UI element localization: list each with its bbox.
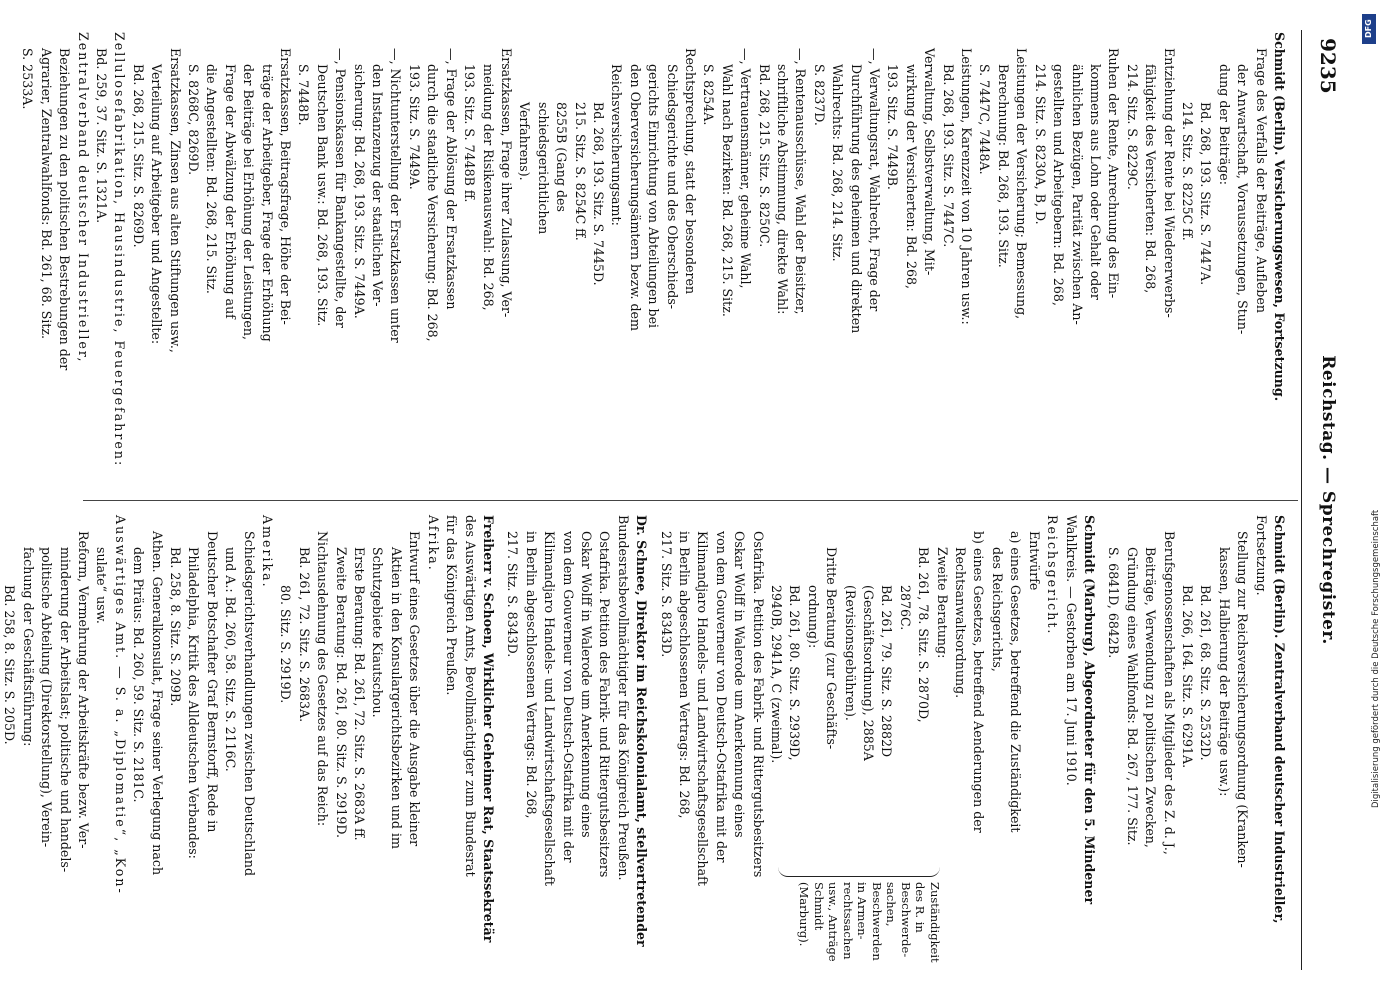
bracket-note-line: Schmidt xyxy=(812,882,826,931)
entry-line: Nichtausdehnung des Gesetzes auf das Reich: xyxy=(315,531,331,827)
entry-line: Deutschen Bank usw.: Bd. 268, 193. Sitz. xyxy=(314,64,330,327)
entry-line: des Auswärtigen Amts, Bevollmächtigter zum Bundesrat xyxy=(462,515,478,877)
entry-line: Bd. 268, 215. Sitz. S. 8269D. xyxy=(130,64,146,248)
entry-line: Rechtsanwaltsordnung. xyxy=(953,547,969,699)
entry-line: sicherung: Bd. 268, 193. Sitz. S. 7449A. xyxy=(351,64,367,319)
entry-line: Reichsgericht. xyxy=(1045,515,1061,636)
entry-line: gerichts Einrichtung von Abteilungen bei xyxy=(646,64,662,329)
entry-line: die Angestellten: Bd. 268, 215. Sitz. xyxy=(204,64,220,294)
entry-line: sulate“ usw. xyxy=(94,547,110,624)
entry-line: Amerika. xyxy=(260,515,276,589)
entry-line: Wahlrechts: Bd. 268, 214. Sitz. xyxy=(830,64,846,262)
entry-line: von dem Gouverneur von Deutsch-Ostafrika mit der xyxy=(713,531,729,863)
entry-line: Dr. Schnee, Direktor im Reichskolonialamt, stellvertretender xyxy=(634,515,650,947)
entry-line: Bd. 261, 68. Sitz. S. 2532D. xyxy=(1198,585,1214,761)
entry-line: schiedsgerichtlichen xyxy=(535,102,551,235)
bracket-note-line: Beschwerde- xyxy=(899,882,913,958)
entry-line: 214. Sitz. S. 8230A, B, D. xyxy=(1032,64,1048,225)
entry-line: Dritte Beratung (zur Geschäfts- xyxy=(824,547,840,750)
entry-line: Reichsversicherungsamt: xyxy=(609,64,625,226)
entry-line: Oskar Wolff in Walerode um Anerkennung eines xyxy=(732,531,748,838)
entry-line: 214. Sitz. S. 8225C ff. xyxy=(1179,102,1195,241)
column-divider xyxy=(83,500,1298,501)
bracket-note-line: usw., Anträge xyxy=(826,882,841,962)
entry-line: S. 8254A. xyxy=(701,64,717,126)
entry-line: Bd. 261, 72. Sitz. S. 2683A. xyxy=(296,547,312,723)
entry-line: Frage des Verfalls der Beiträge, Aufleben xyxy=(1253,48,1269,313)
entry-line: Berechnung: Bd. 268, 193. Sitz. xyxy=(995,64,1011,268)
entry-line: Entwurf eines Gesetzes über die Ausgabe kleiner xyxy=(407,531,423,847)
entry-line: Beziehungen zu den politischen Bestrebungen der xyxy=(57,48,73,371)
entry-line: Ruhen der Rente, Anrechnung des Ein- xyxy=(1106,48,1122,299)
entry-line: 217. Sitz. S. 8343D. xyxy=(505,531,521,658)
entry-line: 2940B, 2941A, C (zweimal). xyxy=(769,585,785,764)
entry-line: 193. Sitz. S. 7448B ff. xyxy=(462,64,478,203)
entry-line: kassen, Halbierung der Beiträge usw.): xyxy=(1216,547,1232,797)
entry-line: schriftliche Abstimmung, direkte Wahl: xyxy=(775,64,791,315)
page-number: 9235 xyxy=(1316,38,1340,94)
bracket-note-line: in Armen- xyxy=(855,882,870,940)
entry-line: Bd. 268, 215. Sitz. S. 8250C. xyxy=(756,64,772,248)
entry-line: —, Frage der Ablösung der Ersatzkassen xyxy=(443,48,459,310)
entry-line: der Beiträge bei Erhöhung der Leistungen, xyxy=(241,64,257,340)
entry-line: Athen. Generalkonsulat, Frage seiner Verlegung nach xyxy=(149,531,165,876)
entry-line: 193. Sitz. S. 7449A. xyxy=(406,64,422,190)
entry-line: Beiträge, Verwendung zu politischen Zwecken, xyxy=(1143,547,1159,848)
entry-line: 215. Sitz. S. 8254C ff. xyxy=(572,102,588,241)
entry-line: Verteilung auf Arbeitgeber und Angestellte: xyxy=(149,64,165,345)
entry-line: Wahl nach Bezirken: Bd. 268, 215. Sitz. xyxy=(719,64,735,317)
entry-line: Bundesratsbevollmächtigter für das Königreich Preußen. xyxy=(615,515,631,881)
entry-line: Verwaltung, Selbstverwaltung, Mit- xyxy=(922,48,938,276)
entry-line: minderung der Arbeitslast; politische und handels- xyxy=(57,547,73,873)
entry-line: den Instanzenzug der staatlichen Ver- xyxy=(370,64,386,307)
entry-line: Agrarier, Zentralwahlfonds: Bd. 261, 68. Sitz. xyxy=(38,48,54,340)
entry-line: wirkung der Versicherten: Bd. 268, xyxy=(903,64,919,290)
entry-line: Schiedsgerichtsverhandlungen zwischen Deutschland xyxy=(241,531,257,876)
entry-line: S. 7447C, 7448A. xyxy=(977,64,993,175)
entry-line: 8255B (Gang des xyxy=(554,102,570,212)
bracket-note-line: Beschwerden xyxy=(870,882,884,961)
entry-line: Kilimandjaro Handels- und Landwirtschaftsgesellschaft xyxy=(695,531,711,886)
entry-line: Ersatzkassen, Frage ihrer Zulassung, Ver- xyxy=(498,48,514,318)
entry-line: Zweite Beratung: Bd. 261, 80. Sitz. S. 2919D. xyxy=(333,547,349,838)
entry-line: Verfahrens). xyxy=(517,102,533,181)
page-header xyxy=(1301,30,1342,970)
entry-line: —, Rentenausschüsse, Wahl der Beisitzer, xyxy=(793,48,809,315)
entry-line: Leistungen der Versicherung; Bemessung, xyxy=(1014,48,1030,320)
entry-line: Erste Beratung: Bd. 261, 72. Sitz. S. 2683A ff. xyxy=(352,547,368,841)
entry-line: Bd. 266, 164. Sitz. S. 6291A. xyxy=(1179,585,1195,769)
entry-line: 2876C. xyxy=(897,585,913,631)
entry-line: Frage der Abwälzung der Erhöhung auf xyxy=(222,64,238,319)
entry-line: Bd. 261, 79. Sitz. S. 2882D xyxy=(879,585,895,758)
entry-line: Schmidt (Berlin). Zentralverband deutscher Industrieller, xyxy=(1272,515,1287,924)
right-column xyxy=(0,515,1288,970)
entry-line: Ersatzkassen, Zinsen aus alten Stiftungen usw., xyxy=(167,48,183,353)
entry-line: kommens aus Lohn oder Gehalt oder xyxy=(1087,64,1103,300)
entry-line: Gründung eines Wahlfonds: Bd. 267, 177. Sitz. xyxy=(1124,547,1140,846)
entry-line: Freiherr v. Schoen, Wirklicher Geheimer Rat, Staatssekretär xyxy=(480,515,496,943)
entry-line: und A.: Bd. 260, 58. Sitz. S. 2116C. xyxy=(223,547,239,772)
entry-line: Auswärtiges Amt. — S. a. „Diplomatie“, „Kon- xyxy=(112,515,128,895)
entry-line: S. 8237D. xyxy=(811,64,827,126)
entry-line: Entziehung der Rente bei Wiedererwerbs- xyxy=(1161,48,1177,318)
entry-line: träge der Arbeitgeber, Frage der Erhöhung xyxy=(259,64,275,342)
entry-line: Durchführung des geheimen und direkten xyxy=(848,64,864,334)
entry-line: Bd. 258, 8. Sitz. S. 205D. xyxy=(2,585,18,745)
entry-line: dem Piräus: Bd. 260, 59. Sitz. S. 2181C. xyxy=(131,547,147,803)
entry-line: S. 6841D, 6842B. xyxy=(1106,547,1122,659)
entry-line: 214. Sitz. S. 8229C. xyxy=(1124,64,1140,190)
entry-line: der Anwartschaft, Voraussetzungen, Stun- xyxy=(1235,64,1251,335)
entry-line: Deutscher Botschafter Graf Bernstorff, Rede in xyxy=(204,531,220,833)
entry-line: Bd. 268, 193. Sitz. S. 7447A. xyxy=(1198,102,1214,286)
entry-line: ordnung): xyxy=(805,585,821,649)
entry-line: für das Königreich Preußen. xyxy=(444,515,460,696)
entry-line: b) eines Gesetzes, betreffend Aenderungen der xyxy=(971,531,987,833)
bracket-note-line: rechtssachen xyxy=(841,882,855,960)
entry-line: Ostafrika. Petition des Fabrik- und Rittergutsbesitzers xyxy=(597,531,613,878)
bracket xyxy=(778,866,940,877)
entry-line: Bd. 268, 193. Sitz. S. 7445D. xyxy=(590,102,606,286)
entry-line: Stellung zur Reichsversicherungsordnung (Kranken- xyxy=(1235,531,1251,868)
entry-line: Wahlkreis. — Gestorben am 17. Juni 1910. xyxy=(1063,515,1079,786)
entry-line: durch die staatliche Versicherung: Bd. 268, xyxy=(425,64,441,342)
entry-line: (Geschäftsordnung), 2885A xyxy=(861,585,877,761)
entry-line: Bd. 258, 8. Sitz. S. 209B. xyxy=(168,547,184,707)
entry-line: Rechtsprechung, statt der besonderen xyxy=(683,48,698,295)
entry-line: Zentralverband deutscher Industrieller, xyxy=(75,32,91,364)
entry-line: Leistungen, Karenzzeit von 10 Jahren usw.: xyxy=(959,48,975,325)
entry-line: Zweite Beratung: xyxy=(934,547,950,659)
entry-line: —, Nichtunterstellung der Ersatzkassen unter xyxy=(388,48,404,343)
entry-line: —, Vertrauensmänner, geheime Wahl, xyxy=(738,48,754,289)
entry-line: Bd. 268, 193. Sitz. S. 7447C. xyxy=(940,64,956,248)
entry-line: des Reichsgerichts, xyxy=(989,547,1005,672)
digitization-credit: Digitalisierung gefördert durch die Deutsche Forschungsgemeinschaft xyxy=(1371,509,1381,808)
entry-line: Schutzgebiete Kiautschou. xyxy=(370,547,386,718)
entry-line: Fortsetzung. xyxy=(1253,515,1269,596)
entry-line: Philadelphia, Kritik des Alldeutschen Verbandes: xyxy=(186,547,202,859)
entry-line: S. 7448B. xyxy=(296,64,312,126)
entry-line: von dem Gouverneur von Deutsch-Ostafrika mit der xyxy=(560,531,576,863)
entry-line: Bd. 261, 78. Sitz. S. 2870D, xyxy=(916,547,932,723)
entry-line: Afrika. xyxy=(425,515,441,572)
entry-line: Schiedsgerichte und des Oberschieds- xyxy=(664,64,680,310)
bracket-note-line: Zuständigkeit xyxy=(928,882,942,963)
entry-line: Ersatzkassen, Beitragsfrage, Höhe der Bei- xyxy=(278,48,294,325)
register-page xyxy=(2,30,1342,970)
entry-line: Aktien in den Konsulargerichtsbezirken und im xyxy=(388,547,404,849)
entry-line: fachung der Geschäftsführung: xyxy=(20,547,36,747)
entry-line: ähnlichen Bezügen, Parität zwischen An- xyxy=(1069,64,1085,325)
entry-line: Zellulosefabrikation, Hausindustrie, Feuergefahren: xyxy=(112,32,128,468)
entry-line: S. 2533A. xyxy=(20,48,36,110)
entry-line: (Revisionsgebühren). xyxy=(842,585,858,721)
entry-line: meidung der Risikenauswahl: Bd. 268, xyxy=(480,64,496,311)
entry-line: in Berlin abgeschlossenen Vertrags: Bd. 268, xyxy=(523,531,539,819)
entry-line: fähigkeit des Versicherten: Bd. 268, xyxy=(1143,64,1159,294)
entry-line: Berufsgenossenschaften als Mitglieder des Z. d. J., xyxy=(1161,531,1177,855)
entry-line: Schmidt (Berlin). Versicherungswesen, Fortsetzung. xyxy=(1272,32,1287,402)
entry-line: Reform, Vermehrung der Arbeitskräfte bezw. Ver- xyxy=(76,531,91,849)
bracket-note-line: (Marburg). xyxy=(797,882,812,947)
entry-line: Oskar Wolff in Walerode um Anerkennung eines xyxy=(578,531,594,838)
entry-line: —, Pensionskassen für Bankangestellte, der xyxy=(333,48,349,328)
entry-line: Bd. 259, 37. Sitz. S. 1321A. xyxy=(94,48,109,224)
entry-line: dung der Beiträge: xyxy=(1216,64,1232,185)
entry-line: —, Verwaltungsrat, Wahlrecht, Frage der xyxy=(867,48,883,312)
entry-line: in Berlin abgeschlossenen Vertrags: Bd. 268, xyxy=(677,531,692,819)
entry-line: Ostafrika. Petition des Fabrik- und Rittergutsbesitzers xyxy=(750,531,766,878)
entry-line: den Oberversicherungsämtern bezw. dem xyxy=(627,64,643,331)
bracket-note xyxy=(797,882,942,970)
entry-line: gestellten und Arbeitgebern: Bd. 268, xyxy=(1051,64,1067,306)
entry-line: politische Abteilung (Direktorstellung), Verein- xyxy=(39,547,55,848)
entry-line: S. 8268C, 8269D. xyxy=(186,64,202,176)
dfg-logo: DFG xyxy=(1362,14,1376,44)
entry-line: Entwürfe xyxy=(1026,531,1042,591)
entry-line: Bd. 261, 80. Sitz. S. 2939D, xyxy=(787,585,803,761)
entry-line: 80. Sitz. S. 2919D. xyxy=(278,585,294,704)
bracket-note-line: sachen, xyxy=(884,882,899,927)
page-title: Reichstag. — Sprechregister. xyxy=(1318,355,1338,645)
entry-line: Schmidt (Marburg), Abgeordneter für den 5. Mindener xyxy=(1081,515,1097,905)
entry-line: 193. Sitz. S. 7449B. xyxy=(885,64,901,190)
entry-line: a) eines Gesetzes, betreffend die Zuständigkeit xyxy=(1008,531,1024,833)
bracket-note-line: des R. in xyxy=(913,882,928,933)
left-column xyxy=(18,32,1288,487)
entry-line: Kilimandjaro Handels- und Landwirtschaftsgesellschaft xyxy=(542,531,558,886)
entry-line: 217. Sitz. S. 8343D. xyxy=(658,531,674,658)
